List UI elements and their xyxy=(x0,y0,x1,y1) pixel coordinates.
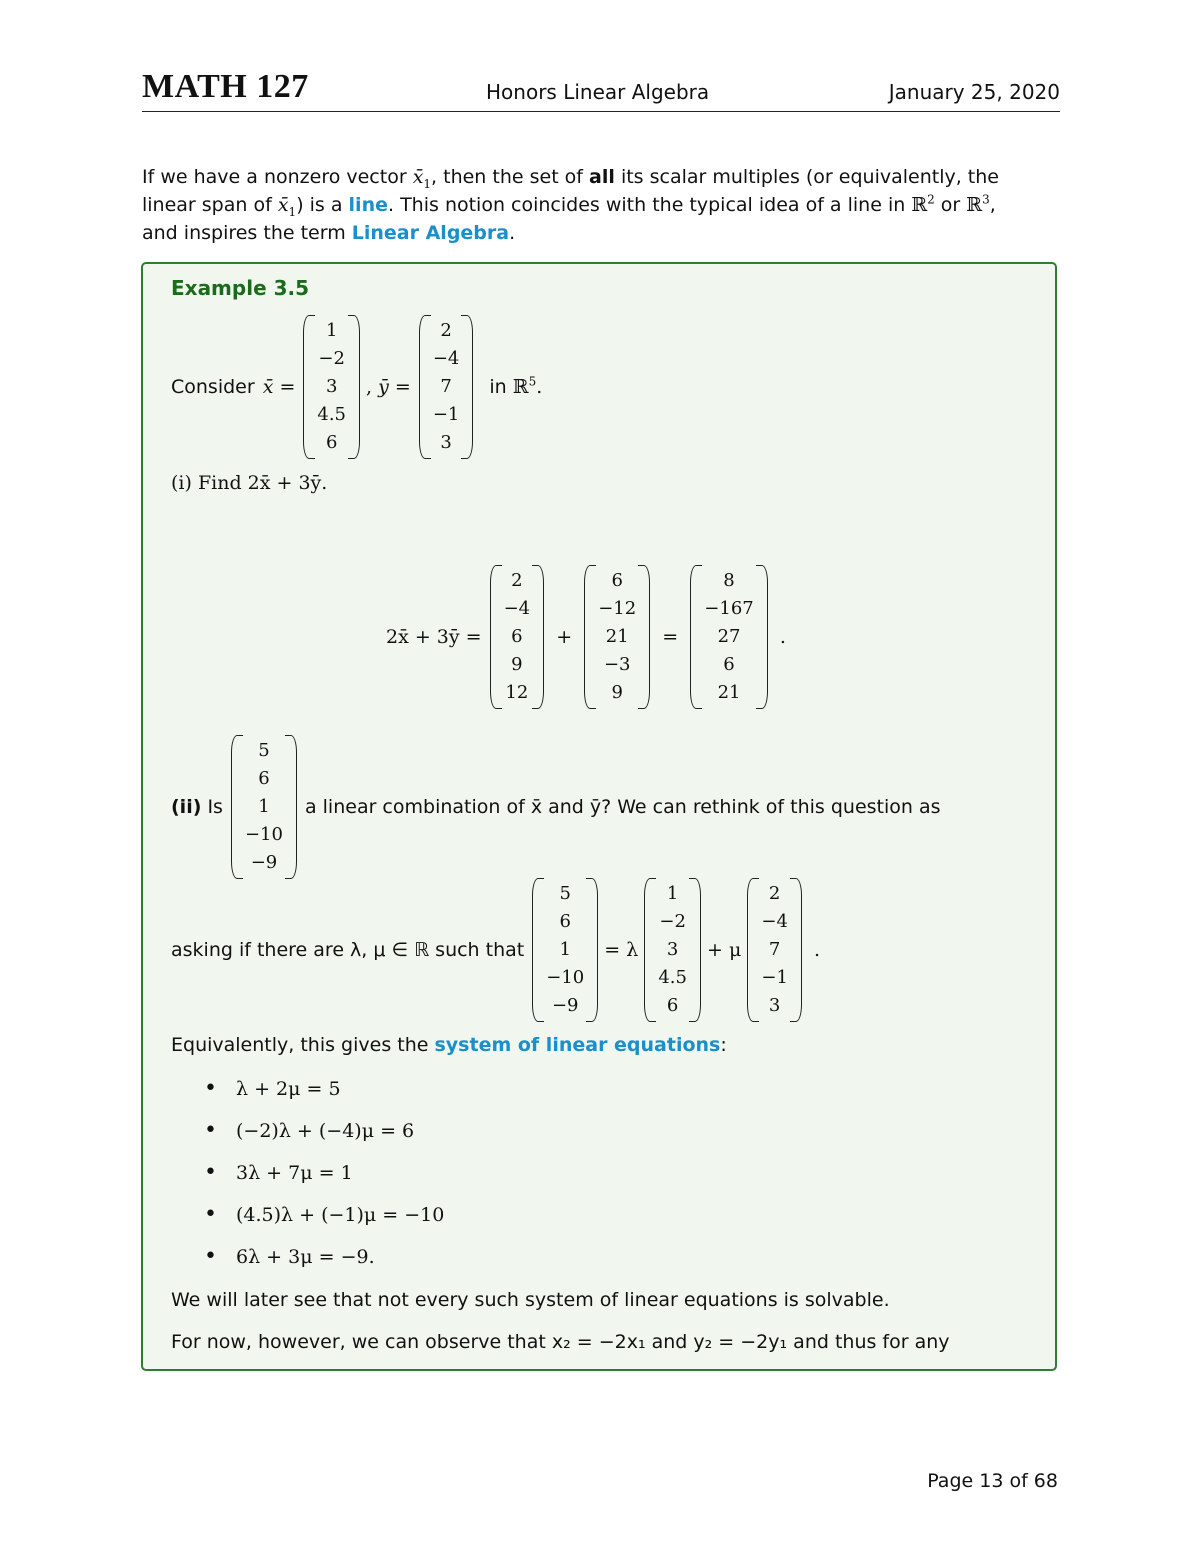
part-ii: (ii) Is 5 6 1 −10 −9 a linear combination of x̄ and ȳ? We can rethink of this question as xyxy=(171,733,941,881)
list-item: • 6λ + 3μ = −9. xyxy=(204,1236,444,1278)
vector-entry: −3 xyxy=(603,654,631,675)
vector-entry: −9 xyxy=(250,852,278,873)
vector-entry: 12 xyxy=(505,682,529,703)
vector-entry: 1 xyxy=(559,939,571,960)
vector-sum xyxy=(690,565,767,709)
vector-entry: −4 xyxy=(503,598,531,619)
course-title: MATH 127 xyxy=(142,68,309,105)
page-number: Page 13 of 68 xyxy=(927,1470,1058,1492)
course-subject: Honors Linear Algebra xyxy=(486,80,710,104)
vector-x-2 xyxy=(644,878,701,1022)
vector-entry: 21 xyxy=(717,682,741,703)
left-paren xyxy=(532,878,544,1022)
vector-entry: 1 xyxy=(666,883,679,904)
right-paren xyxy=(285,735,297,879)
list-item: • 3λ + 7μ = 1 xyxy=(204,1152,444,1194)
for-now-line: For now, however, we can observe that x₂ = −2x₁ and y₂ = −2y₁ and thus for any xyxy=(171,1331,950,1353)
vector-entry: 2 xyxy=(511,570,523,591)
part-i: (i) Find 2x̄ + 3ȳ. xyxy=(171,472,328,494)
equivalently-line: Equivalently, this gives the system of linear equations: xyxy=(171,1034,727,1056)
left-paren xyxy=(419,315,431,459)
vector-entry: 1 xyxy=(325,320,338,341)
right-paren xyxy=(586,878,598,1022)
vector-entry: 21 xyxy=(605,626,629,647)
vector-entry: 6 xyxy=(258,768,270,789)
vector-3y xyxy=(584,565,650,709)
vector-entry: 4.5 xyxy=(658,967,687,988)
right-paren xyxy=(638,565,650,709)
vector-entry: 9 xyxy=(611,682,623,703)
vector-entry: 2 xyxy=(768,883,781,904)
vector-entry: 4.5 xyxy=(317,404,347,425)
later-line: We will later see that not every such system of linear equations is solvable. xyxy=(171,1289,890,1311)
vector-entry: −4 xyxy=(761,911,788,932)
intro-line-3: and inspires the term Linear Algebra. xyxy=(142,222,516,244)
vector-entry: 7 xyxy=(768,939,781,960)
intro-line-2: linear span of $x̄_1$) is a line. This notion coincides with the typical idea of a line in ℝ$^2$ or ℝ$^3$, xyxy=(142,192,996,219)
vector-entry: −12 xyxy=(598,598,637,619)
vector-entry: −167 xyxy=(704,598,754,619)
header-date: January 25, 2020 xyxy=(888,80,1060,104)
left-paren xyxy=(584,565,596,709)
right-paren xyxy=(532,565,544,709)
vector-y xyxy=(419,315,474,459)
example-title: Example 3.5 xyxy=(171,276,310,300)
vector-target xyxy=(231,735,297,879)
vector-2x xyxy=(490,565,545,709)
vector-target-2 xyxy=(532,878,598,1022)
vector-entry: −1 xyxy=(432,404,460,425)
right-paren xyxy=(461,315,473,459)
vector-entry: −9 xyxy=(551,995,579,1016)
vector-entry: −4 xyxy=(432,348,460,369)
sum-equation: 2x̄ + 3ȳ = 2 −4 6 9 12 + 6 −12 21 −3 9 = 8 −167 27 6 21 . xyxy=(386,563,786,711)
vector-entry: 9 xyxy=(511,654,523,675)
vector-entry: −1 xyxy=(761,967,788,988)
keyword-line[interactable]: line xyxy=(348,194,388,216)
vector-entry: −10 xyxy=(546,967,585,988)
vector-entry: 5 xyxy=(559,883,571,904)
right-paren xyxy=(689,878,701,1022)
right-paren xyxy=(756,565,768,709)
left-paren xyxy=(747,878,759,1022)
right-paren xyxy=(348,315,360,459)
vector-entry: 3 xyxy=(440,432,452,453)
vector-entry: −10 xyxy=(244,824,283,845)
vector-entry: 8 xyxy=(723,570,735,591)
left-paren xyxy=(303,315,315,459)
vector-entry: 3 xyxy=(666,939,679,960)
vector-entry: 6 xyxy=(559,911,571,932)
intro-line-1: If we have a nonzero vector $x̄_1$, then the set of all its scalar multiples (or equivalently, the xyxy=(142,166,999,191)
vector-entry: −2 xyxy=(659,911,686,932)
vector-entry: 2 xyxy=(440,320,452,341)
vector-y-2 xyxy=(747,878,802,1022)
left-paren xyxy=(231,735,243,879)
combination-equation: asking if there are λ, μ ∈ ℝ such that 5 6 1 −10 −9 = λ 1 −2 3 4.5 6 + μ 2 −4 7 −1 3 . xyxy=(171,876,820,1024)
vector-entry: 6 xyxy=(723,654,735,675)
vector-entry: 3 xyxy=(768,995,781,1016)
keyword-system[interactable]: system of linear equations xyxy=(434,1034,721,1056)
vector-x xyxy=(303,315,360,459)
list-item: • (4.5)λ + (−1)μ = −10 xyxy=(204,1194,444,1236)
list-item: • (−2)λ + (−4)μ = 6 xyxy=(204,1110,444,1152)
vector-entry: 6 xyxy=(325,432,338,453)
consider-line: Consider x̄ = 1 −2 3 4.5 6 , ȳ = 2 −4 7 −1 3 in ℝ$^5$. xyxy=(171,313,542,461)
left-paren xyxy=(644,878,656,1022)
vector-entry: 6 xyxy=(666,995,679,1016)
equations-list xyxy=(204,1068,444,1278)
vector-entry: 27 xyxy=(717,626,741,647)
vector-entry: −2 xyxy=(318,348,345,369)
vector-entry: 5 xyxy=(258,740,270,761)
right-paren xyxy=(790,878,802,1022)
keyword-linear-algebra[interactable]: Linear Algebra xyxy=(351,222,510,244)
left-paren xyxy=(690,565,702,709)
vector-entry: 3 xyxy=(325,376,338,397)
equations-list-wrap xyxy=(204,1068,444,1278)
vector-entry: 6 xyxy=(611,570,623,591)
intro-paragraph xyxy=(142,163,1062,247)
vector-entry: 6 xyxy=(511,626,523,647)
vector-entry: 7 xyxy=(440,376,452,397)
header-rule xyxy=(142,111,1060,112)
vector-entry: 1 xyxy=(258,796,270,817)
list-item: • λ + 2μ = 5 xyxy=(204,1068,444,1110)
bold-all: all xyxy=(589,166,615,188)
left-paren xyxy=(490,565,502,709)
